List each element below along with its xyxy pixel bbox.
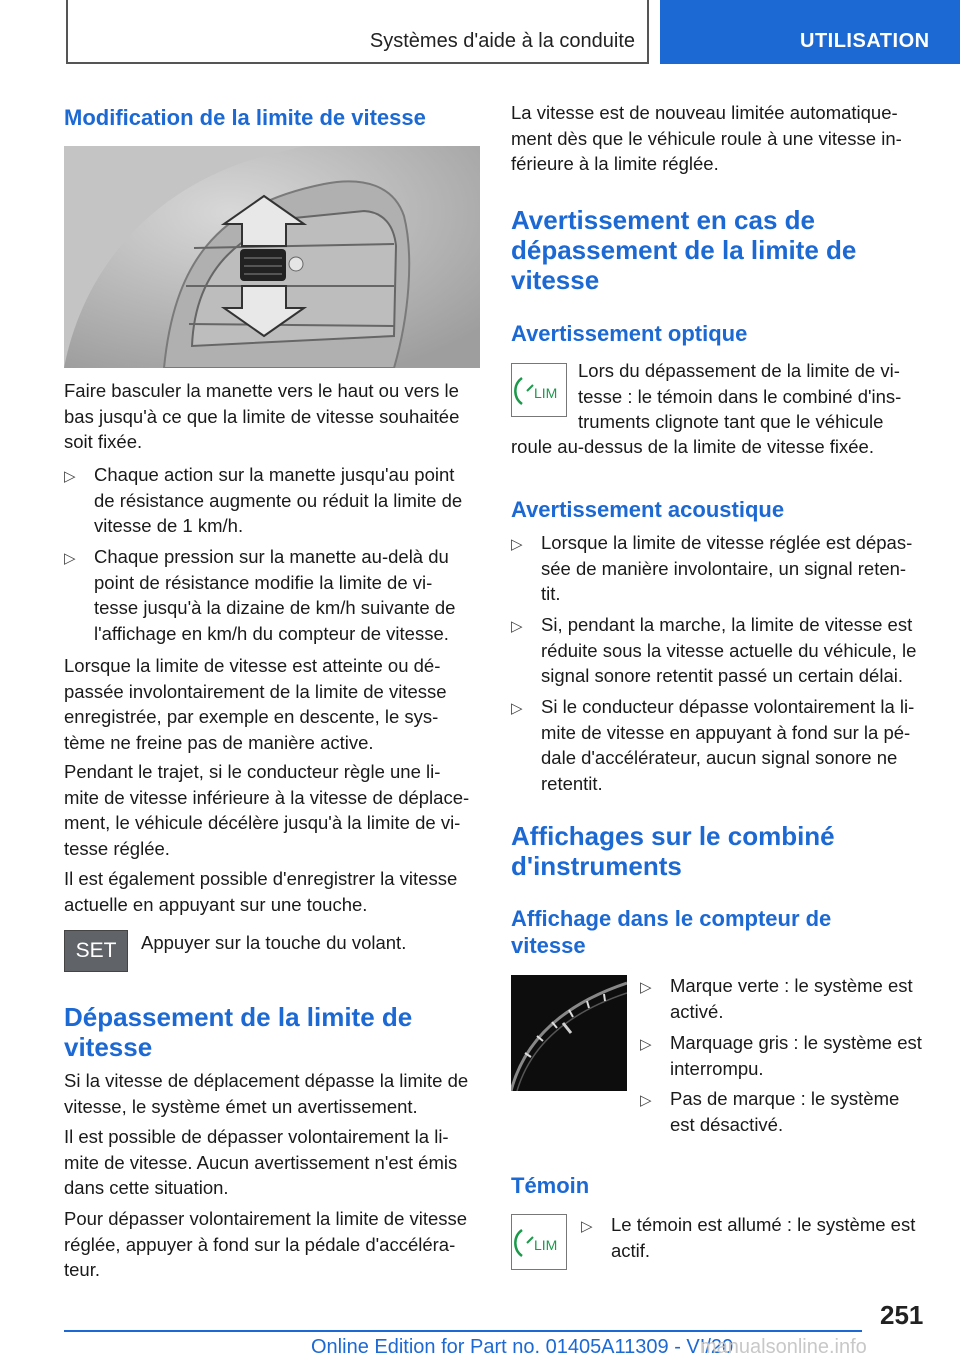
paragraph-intro: Faire basculer la manette vers le haut ou vers le bas jusqu'à ce que la limite de vitesse souhaitée soit fixée. — [64, 380, 460, 452]
footer-edition: Online Edition for Part no. 01405A11309 - VI/20 — [311, 1336, 734, 1358]
set-instruction: Appuyer sur la touche du volant. — [141, 932, 407, 953]
subheading-acoustique: Avertissement acoustique — [511, 497, 785, 522]
list-item: ▷ Lorsque la limite de vitesse réglée est dépas- sée de manière involontaire, un signal reten- tit. — [511, 532, 913, 604]
paragraph: Il est également possible d'enregistrer la vitesse actuelle en appuyant sur une touche. — [64, 868, 458, 915]
steering-wheel-controls-photo — [64, 146, 480, 368]
lim-indicator-icon — [511, 1214, 567, 1270]
list-item: ▷ Le témoin est allumé : le système est actif. — [581, 1214, 916, 1261]
list-item: ▷ Chaque pression sur la manette au-delà du point de résistance modifie la limite de vi- tesse jusqu'à la dizaine de km/h suivante de l'affichage en km/h du compteur de vitesse. — [64, 546, 456, 644]
triangle-bullet-icon: ▷ — [511, 618, 523, 635]
speedometer-dial-photo — [511, 975, 627, 1091]
list-item: ▷ Marquage gris : le système est interrompu. — [640, 1032, 922, 1079]
list-item: ▷ Marque verte : le système est activé. — [640, 975, 913, 1022]
footer-divider — [64, 1330, 862, 1332]
header-section-box — [66, 0, 649, 64]
svg-text:LIM: LIM — [534, 1237, 558, 1253]
list-item: ▷ Si, pendant la marche, la limite de vitesse est réduite sous la vitesse actuelle du véhicule, le signal sonore retentit passé un certain délai. — [511, 614, 917, 686]
section-heading-modification: Modification de la limite de vitesse — [64, 105, 426, 130]
paragraph: Pendant le trajet, si le conducteur règle une li- mite de vitesse inférieure à la vitesse de déplace- ment, le véhicule décélère jusqu'à la limite de vi- tesse réglée. — [64, 761, 470, 859]
triangle-bullet-icon: ▷ — [640, 979, 652, 996]
lim-indicator-icon — [511, 363, 567, 417]
triangle-bullet-icon: ▷ — [64, 468, 76, 485]
header-section-title: Systèmes d'aide à la conduite — [369, 30, 635, 52]
header-tab — [660, 0, 960, 64]
optique-text-indented: Lors du dépassement de la limite de vi- tesse : le témoin dans le combiné d'ins- truments clignote tant que le véhicule — [578, 360, 902, 432]
list-item: ▷ Chaque action sur la manette jusqu'au point de résistance augmente ou réduit la limite de vitesse de 1 km/h. — [64, 464, 463, 536]
optique-text-continued: roule au-dessus de la limite de vitesse fixée. — [511, 436, 874, 457]
subheading-optique: Avertissement optique — [511, 321, 748, 346]
paragraph: Pour dépasser volontairement la limite de vitesse réglée, appuyer à fond sur la pédale d'accéléra- teur. — [64, 1208, 468, 1280]
triangle-bullet-icon: ▷ — [581, 1218, 593, 1235]
subheading-compteur: Affichage dans le compteur de vitesse — [511, 906, 832, 958]
paragraph: La vitesse est de nouveau limitée automatique- ment dès que le véhicule roule à une vitesse in- férieure à la limite réglée. — [511, 102, 902, 174]
triangle-bullet-icon: ▷ — [640, 1036, 652, 1053]
list-item: ▷ Si le conducteur dépasse volontairement la li- mite de vitesse en appuyant à fond sur la pé- dale d'accélérateur, aucun signal sonore ne retentit. — [511, 696, 915, 794]
triangle-bullet-icon: ▷ — [640, 1092, 652, 1109]
header-tab-label: UTILISATION — [800, 30, 930, 52]
triangle-bullet-icon: ▷ — [511, 536, 523, 553]
section-heading-depassement: Dépassement de la limite de vitesse — [64, 1002, 413, 1062]
subheading-temoin: Témoin — [511, 1173, 590, 1198]
set-button-icon: SET — [64, 930, 128, 972]
section-heading-avertissement: Avertissement en cas de dépassement de la limite de vitesse — [511, 205, 857, 295]
triangle-bullet-icon: ▷ — [511, 700, 523, 717]
section-heading-affichages: Affichages sur le combiné d'instruments — [511, 821, 835, 881]
list-item: ▷ Pas de marque : le système est désactivé. — [640, 1088, 900, 1135]
page-number: 251 — [880, 1300, 924, 1330]
paragraph: Il est possible de dépasser volontairement la li- mite de vitesse. Aucun avertissement n'est émis dans cette situation. — [64, 1126, 458, 1198]
paragraph: Lorsque la limite de vitesse est atteinte ou dé- passée involontairement de la limite de vitesse enregistrée, par exemple en descente, le sys- tème ne freine pas de manière active. — [64, 655, 447, 753]
svg-text:LIM: LIM — [534, 385, 558, 401]
watermark: manualsonline.info — [700, 1336, 867, 1358]
paragraph: Si la vitesse de déplacement dépasse la limite de vitesse, le système émet un avertissement. — [64, 1070, 469, 1117]
triangle-bullet-icon: ▷ — [64, 550, 76, 567]
